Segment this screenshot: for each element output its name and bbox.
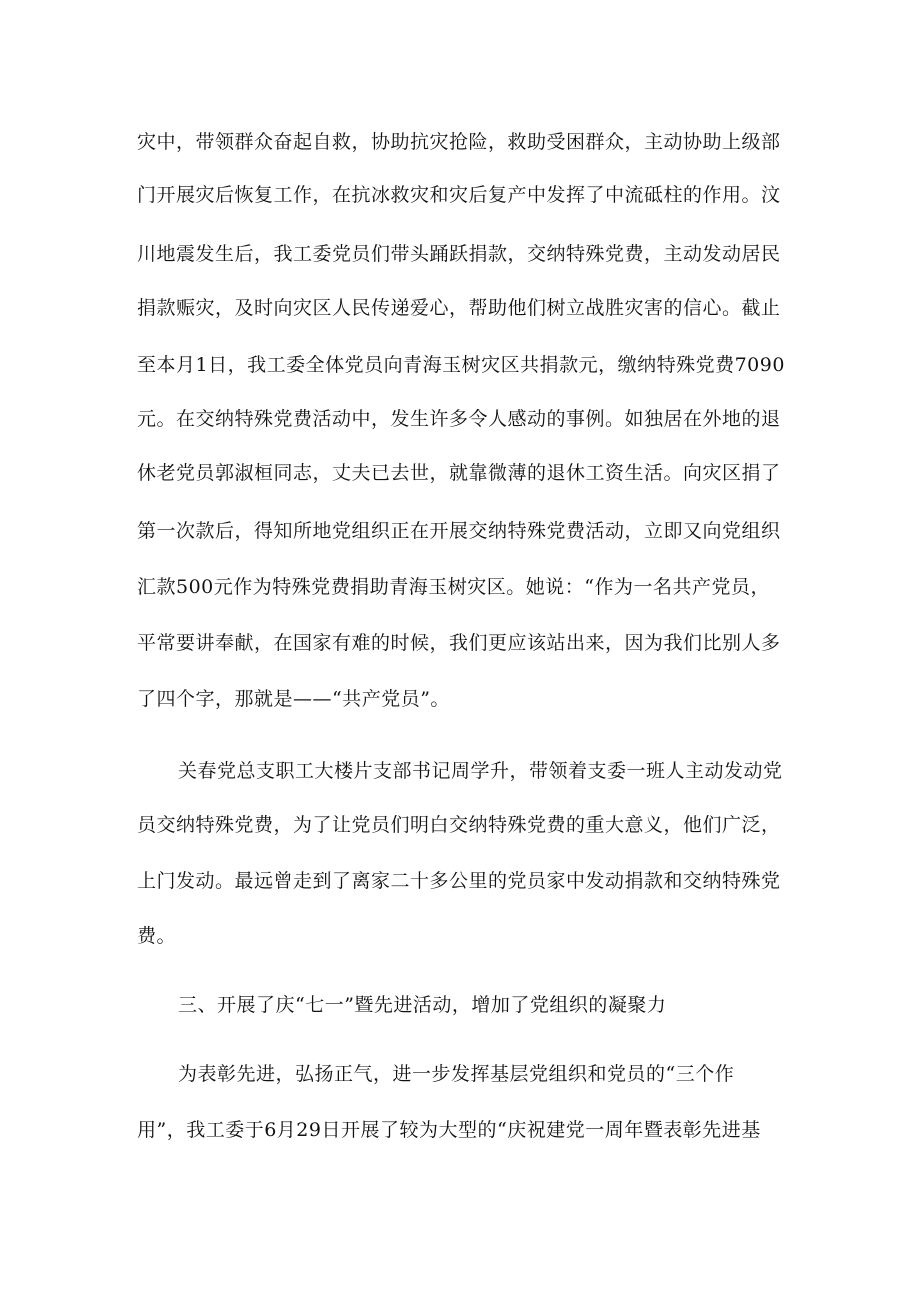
paragraph-line: 用”，我工委于6月29日开展了较为大型的“庆祝建党一周年暨表彰先进基 <box>137 1119 761 1141</box>
section-heading: 三、开展了庆“七一”暨先进活动，增加了党组织的凝聚力 <box>178 994 667 1016</box>
paragraph-line: 费。 <box>137 925 177 947</box>
paragraph-line: 为表彰先进，弘扬正气，进一步发挥基层党组织和党员的“三个作 <box>178 1063 735 1085</box>
paragraph-line: 第一次款后，得知所地党组织正在开展交纳特殊党费活动，立即又向党组织 <box>137 520 781 542</box>
paragraph-line: 了四个字，那就是——“共产党员”。 <box>137 688 450 710</box>
paragraph-line: 上门发动。最远曾走到了离家二十多公里的党员家中发动捐款和交纳特殊党 <box>137 870 781 892</box>
paragraph-line: 休老党员郭淑桓同志，丈夫已去世，就靠微薄的退休工资生活。向灾区捐了 <box>137 462 781 484</box>
paragraph-line: 门开展灾后恢复工作，在抗冰救灾和灾后复产中发挥了中流砥柱的作用。汶 <box>137 184 781 206</box>
paragraph-line: 关春党总支职工大楼片支部书记周学升，带领着支委一班人主动发动党 <box>178 760 783 782</box>
paragraph-line: 川地震发生后，我工委党员们带头踊跃捐款，交纳特殊党费，主动发动居民 <box>137 243 781 265</box>
paragraph-line: 至本月1日，我工委全体党员向青海玉树灾区共捐款元，缴纳特殊党费7090 <box>137 354 785 376</box>
paragraph-line: 汇款500元作为特殊党费捐助青海玉树灾区。她说：“作为一名共产党员， <box>137 576 770 598</box>
paragraph-line: 捐款赈灾，及时向灾区人民传递爱心，帮助他们树立战胜灾害的信心。截止 <box>137 297 781 319</box>
paragraph-line: 元。在交纳特殊党费活动中，发生许多令人感动的事例。如独居在外地的退 <box>137 408 781 430</box>
paragraph-line: 员交纳特殊党费，为了让党员们明白交纳特殊党费的重大意义，他们广泛， <box>137 814 781 836</box>
paragraph-line: 平常要讲奉献，在国家有难的时候，我们更应该站出来，因为我们比别人多 <box>137 632 781 654</box>
paragraph-line: 灾中，带领群众奋起自救，协助抗灾抢险，救助受困群众，主动协助上级部 <box>137 131 781 153</box>
